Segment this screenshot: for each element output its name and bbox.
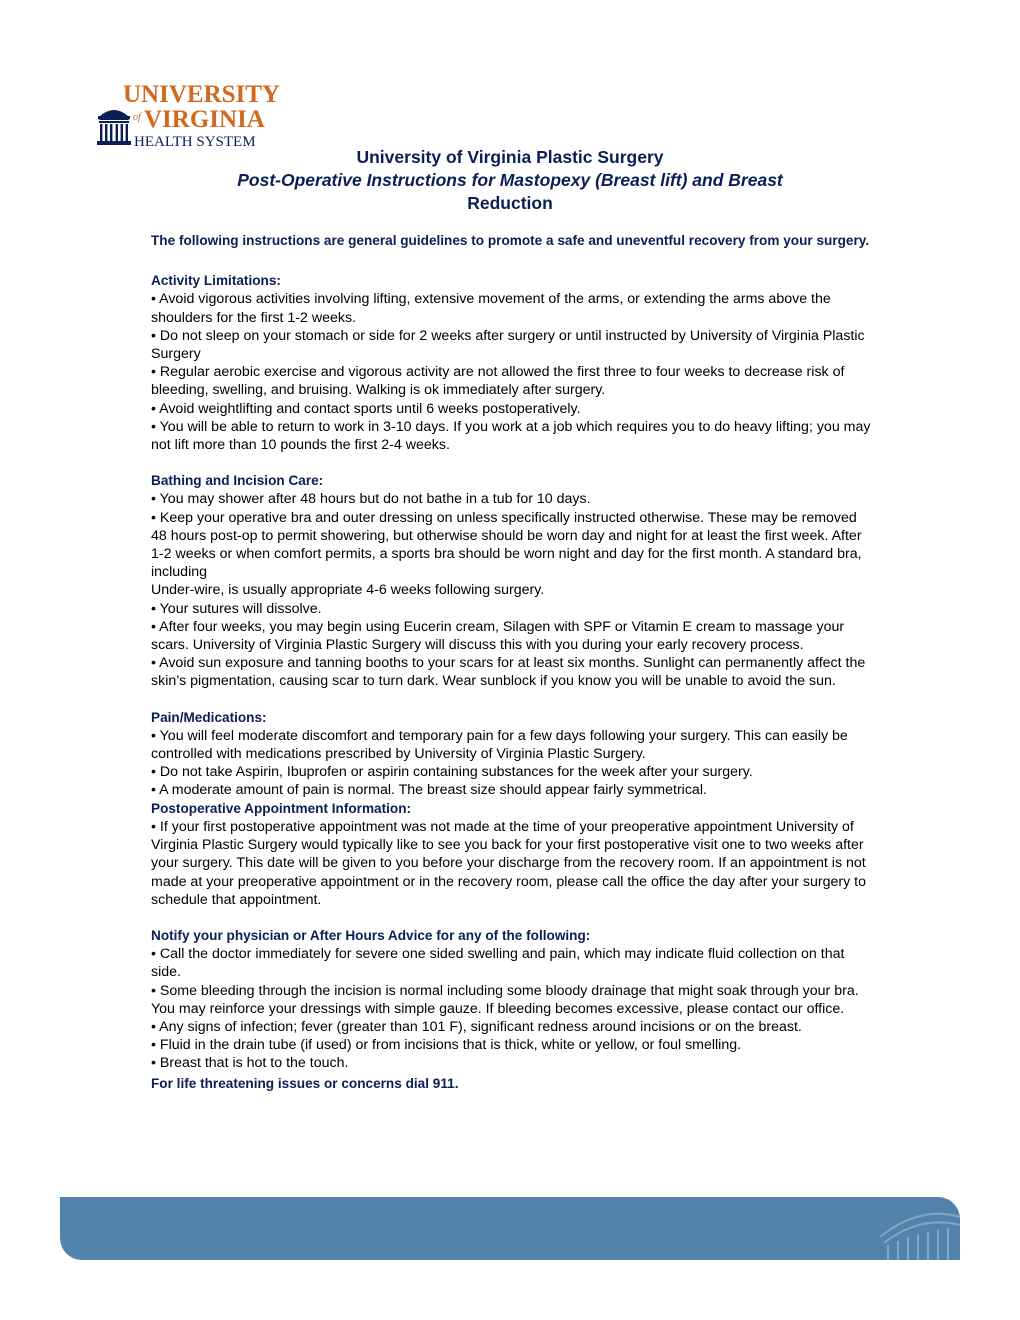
list-item: • Your sutures will dissolve. (151, 600, 322, 617)
list-item: • If your first postoperative appointment was not made at the time of your preoperative appointment University of Virginia Plastic Surgery would typically like to see you back for your first postoperative visit one to two weeks after your surgery. This date will be given to you before your discharge from the recovery room. If an appointment is not made at your preoperative appointment or in the recovery room, please call the office the day after your surgery to schedule that appointment. (151, 818, 867, 908)
list-item: • Any signs of infection; fever (greater than 101 F), significant redness around incisions or on the breast. (151, 1018, 802, 1035)
uva-health-system-logo (96, 80, 286, 152)
list-item: • You may shower after 48 hours but do not bathe in a tub for 10 days. (151, 491, 591, 508)
list-item: • Some bleeding through the incision is normal including some bloody drainage that might soak through your bra. You may reinforce your dressings with simple gauze. If bleeding becomes excessive, please contact our office. (151, 982, 859, 1017)
list-item: • You will be able to return to work in 3-10 days. If you work at a job which requires you to do heavy lifting; you may not lift more than 10 pounds the first 2-4 weeks. (151, 418, 871, 454)
emergency-notice: For life threatening issues or concerns dial 911. (151, 1075, 459, 1091)
list-item: • After four weeks, you may begin using Eucerin cream, Silagen with SPF or Vitamin E cream to massage your scars. University of Virginia Plastic Surgery will discuss this with you during your early recovery process. (151, 618, 845, 654)
intro-text: The following instructions are general guidelines to promote a safe and uneventful recovery from your surgery. (151, 233, 870, 248)
list-item: • Avoid weightlifting and contact sports until 6 weeks postoperatively. (151, 400, 581, 417)
page-title: University of Virginia Plastic Surgery (356, 147, 664, 167)
list-item: • Regular aerobic exercise and vigorous activity are not allowed the first three to four weeks to decrease risk of bleeding, swelling, and bruising. Walking is ok immediately after surgery. (151, 364, 845, 399)
section-activity (151, 272, 876, 454)
page-subtitle-line1: Post-Operative Instructions for Mastopexy (Breast lift) and Breast (237, 170, 783, 190)
section-pain (151, 709, 876, 800)
logo-line3: HEALTH SYSTEM (134, 134, 256, 150)
list-item: • A moderate amount of pain is normal. The breast size should appear fairly symmetrical. (151, 782, 707, 799)
section-heading: Pain/Medications: (151, 709, 267, 725)
list-item: Under-wire, is usually appropriate 4-6 weeks following surgery. (151, 582, 545, 599)
logo-of: of (133, 112, 141, 123)
footer-bar (60, 1197, 960, 1260)
rotunda-icon (97, 110, 131, 145)
document-header (150, 146, 870, 215)
section-heading: Postoperative Appointment Information: (151, 800, 412, 816)
instructions-body (151, 232, 876, 1093)
list-item: • Call the doctor immediately for severe one sided swelling and pain, which may indicate fluid collection on that side. (151, 946, 845, 981)
section-notify (151, 927, 876, 1093)
list-item: • Do not sleep on your stomach or side for 2 weeks after surgery or until instructed by University of Virginia Plastic Surgery (151, 327, 865, 363)
section-heading: Activity Limitations: (151, 273, 281, 289)
section-heading: Notify your physician or After Hours Advice for any of the following: (151, 927, 591, 943)
list-item: • Breast that is hot to the touch. (151, 1055, 349, 1072)
rotunda-watermark-icon (880, 1197, 960, 1260)
list-item: • You will feel moderate discomfort and temporary pain for a few days following your surgery. This can easily be controlled with medications prescribed by University of Virginia Plastic Surgery. (151, 727, 848, 763)
list-item: • Avoid vigorous activities involving lifting, extensive movement of the arms, or extending the arms above the shoulders for the first 1-2 weeks. (151, 291, 831, 326)
section-heading: Bathing and Incision Care: (151, 473, 324, 489)
list-item: • Keep your operative bra and outer dressing on unless specifically instructed otherwise. These may be removed 48 hours post-op to permit showering, but otherwise should be worn day and night for at least the first week. After 1-2 weeks or when comfort permits, a sports bra should be worn night and day for the first month. A standard bra, including (151, 509, 862, 581)
section-appointment (151, 800, 876, 909)
list-item: • Do not take Aspirin, Ibuprofen or aspirin containing substances for the week after your surgery. (151, 764, 753, 781)
section-bathing (151, 472, 876, 690)
logo-line1: UNIVERSITY (123, 81, 280, 108)
list-item: • Fluid in the drain tube (if used) or from incisions that is thick, white or yellow, or foul smelling. (151, 1037, 742, 1054)
list-item: • Avoid sun exposure and tanning booths to your scars for at least six months. Sunlight can permanently affect the skin’s pigmentation, causing scar to turn dark. Wear sunblock if you know you will be unable to avoid the sun. (151, 655, 866, 690)
logo-graphic (96, 80, 286, 152)
logo-line2: VIRGINIA (144, 106, 265, 133)
page-subtitle-line2: Reduction (467, 193, 553, 213)
